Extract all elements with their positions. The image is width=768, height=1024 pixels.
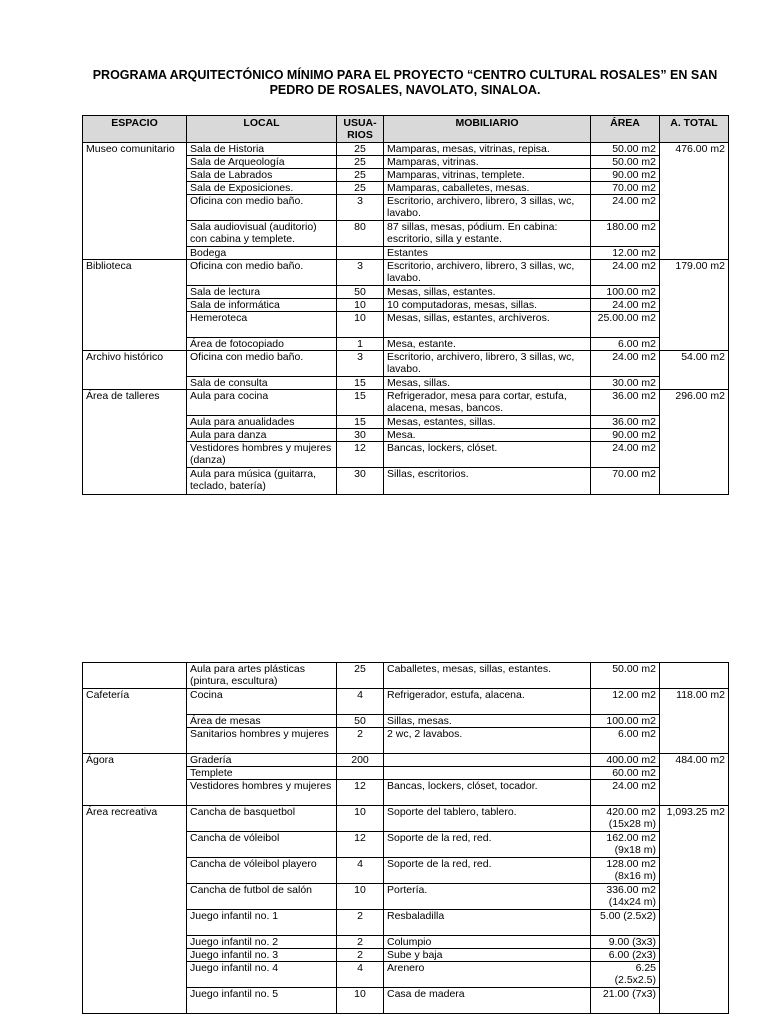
cell-local: Aula para artes plásticas (pintura, escultura): [187, 663, 337, 689]
cell-area: 24.00 m2: [591, 299, 660, 312]
cell-usuarios: 2: [337, 949, 384, 962]
cell-local: Sala de Arqueología: [187, 156, 337, 169]
cell-area: 25.00.00 m2: [591, 312, 660, 338]
cell-area: 24.00 m2: [591, 260, 660, 286]
program-table-1: [82, 115, 729, 495]
cell-mobiliario: Mesas, sillas, estantes.: [384, 286, 591, 299]
cell-usuarios: 2: [337, 910, 384, 936]
cell-local: Aula para danza: [187, 429, 337, 442]
cell-mobiliario: Mesa.: [384, 429, 591, 442]
cell-area: 162.00 m2 (9x18 m): [591, 832, 660, 858]
table-row: [83, 390, 729, 416]
cell-usuarios: 3: [337, 195, 384, 221]
cell-usuarios: 25: [337, 663, 384, 689]
cell-area: 5.00 (2.5x2): [591, 910, 660, 936]
cell-mobiliario: Bancas, lockers, clóset.: [384, 442, 591, 468]
cell-area: 6.25 (2.5x2.5): [591, 962, 660, 988]
cell-local: Sala de consulta: [187, 377, 337, 390]
cell-local: Templete: [187, 767, 337, 780]
cell-area: 12.00 m2: [591, 247, 660, 260]
cell-espacio: Ágora: [83, 754, 187, 806]
cell-mobiliario: Soporte de la red, red.: [384, 858, 591, 884]
cell-local: Oficina con medio baño.: [187, 351, 337, 377]
cell-local: Aula para anualidades: [187, 416, 337, 429]
cell-local: Área de mesas: [187, 715, 337, 728]
cell-area: 30.00 m2: [591, 377, 660, 390]
cell-usuarios: 15: [337, 377, 384, 390]
cell-local: Juego infantil no. 2: [187, 936, 337, 949]
cell-usuarios: 30: [337, 468, 384, 495]
cell-local: Juego infantil no. 3: [187, 949, 337, 962]
cell-usuarios: 15: [337, 416, 384, 429]
cell-area: 6.00 m2: [591, 338, 660, 351]
cell-espacio: Biblioteca: [83, 260, 187, 351]
cell-espacio: Área de talleres: [83, 390, 187, 495]
cell-usuarios: 30: [337, 429, 384, 442]
cell-espacio: [83, 663, 187, 689]
cell-usuarios: 4: [337, 689, 384, 715]
cell-area: 24.00 m2: [591, 780, 660, 806]
cell-usuarios: 12: [337, 442, 384, 468]
cell-usuarios: 3: [337, 351, 384, 377]
cell-area: 100.00 m2: [591, 286, 660, 299]
cell-local: Juego infantil no. 5: [187, 988, 337, 1014]
cell-mobiliario: 10 computadoras, mesas, sillas.: [384, 299, 591, 312]
cell-espacio: Cafetería: [83, 689, 187, 754]
cell-local: Cocina: [187, 689, 337, 715]
cell-mobiliario: Estantes: [384, 247, 591, 260]
table-row: [83, 260, 729, 286]
cell-mobiliario: Resbaladilla: [384, 910, 591, 936]
cell-usuarios: 2: [337, 936, 384, 949]
cell-area: 128.00 m2 (8x16 m): [591, 858, 660, 884]
cell-mobiliario: Mesas, sillas, estantes, archiveros.: [384, 312, 591, 338]
cell-local: Sala de Exposiciones.: [187, 182, 337, 195]
cell-usuarios: 25: [337, 156, 384, 169]
cell-total: 118.00 m2: [660, 689, 729, 754]
cell-mobiliario: Mesa, estante.: [384, 338, 591, 351]
cell-mobiliario: Mamparas, caballetes, mesas.: [384, 182, 591, 195]
cell-usuarios: 10: [337, 884, 384, 910]
table-row: [83, 806, 729, 832]
cell-local: Aula para cocina: [187, 390, 337, 416]
cell-mobiliario: Caballetes, mesas, sillas, estantes.: [384, 663, 591, 689]
cell-usuarios: 50: [337, 715, 384, 728]
cell-espacio: Área recreativa: [83, 806, 187, 1014]
cell-usuarios: 200: [337, 754, 384, 767]
cell-mobiliario: Escritorio, archivero, librero, 3 sillas, wc, lavabo.: [384, 260, 591, 286]
cell-mobiliario: 87 sillas, mesas, pódium. En cabina: escritorio, silla y estante.: [384, 221, 591, 247]
cell-area: 36.00 m2: [591, 390, 660, 416]
cell-area: 9.00 (3x3): [591, 936, 660, 949]
cell-total: 54.00 m2: [660, 351, 729, 390]
cell-mobiliario: Escritorio, archivero, librero, 3 sillas, wc, lavabo.: [384, 351, 591, 377]
header-espacio: ESPACIO: [83, 116, 187, 143]
cell-total: 179.00 m2: [660, 260, 729, 351]
cell-local: Sala de lectura: [187, 286, 337, 299]
cell-usuarios: 10: [337, 988, 384, 1014]
cell-usuarios: 2: [337, 728, 384, 754]
header-area: ÁREA: [591, 116, 660, 143]
program-table-2: [82, 662, 729, 1014]
cell-espacio: Archivo histórico: [83, 351, 187, 390]
cell-total: 476.00 m2: [660, 143, 729, 260]
cell-mobiliario: Arenero: [384, 962, 591, 988]
cell-area: 50.00 m2: [591, 143, 660, 156]
cell-mobiliario: Mesas, sillas.: [384, 377, 591, 390]
table-row: [83, 143, 729, 156]
cell-local: Vestidores hombres y mujeres (danza): [187, 442, 337, 468]
cell-area: 420.00 m2 (15x28 m): [591, 806, 660, 832]
cell-mobiliario: Sillas, escritorios.: [384, 468, 591, 495]
cell-usuarios: 10: [337, 299, 384, 312]
cell-total: 484.00 m2: [660, 754, 729, 806]
header-usuarios: USUA-RIOS: [337, 116, 384, 143]
cell-local: Cancha de vóleibol: [187, 832, 337, 858]
cell-usuarios: 4: [337, 962, 384, 988]
cell-area: 24.00 m2: [591, 442, 660, 468]
cell-area: 336.00 m2 (14x24 m): [591, 884, 660, 910]
cell-area: 6.00 m2: [591, 728, 660, 754]
cell-area: 400.00 m2: [591, 754, 660, 767]
table-row: [83, 351, 729, 377]
cell-usuarios: [337, 247, 384, 260]
cell-mobiliario: [384, 767, 591, 780]
cell-area: 70.00 m2: [591, 468, 660, 495]
cell-area: 60.00 m2: [591, 767, 660, 780]
cell-espacio: Museo comunitario: [83, 143, 187, 260]
cell-area: 12.00 m2: [591, 689, 660, 715]
cell-mobiliario: Refrigerador, estufa, alacena.: [384, 689, 591, 715]
cell-area: 36.00 m2: [591, 416, 660, 429]
cell-area: 24.00 m2: [591, 351, 660, 377]
cell-mobiliario: Soporte del tablero, tablero.: [384, 806, 591, 832]
cell-mobiliario: 2 wc, 2 lavabos.: [384, 728, 591, 754]
cell-usuarios: 12: [337, 780, 384, 806]
cell-mobiliario: [384, 754, 591, 767]
cell-usuarios: 25: [337, 169, 384, 182]
cell-usuarios: 3: [337, 260, 384, 286]
cell-local: Juego infantil no. 1: [187, 910, 337, 936]
cell-local: Cancha de basquetbol: [187, 806, 337, 832]
cell-local: Juego infantil no. 4: [187, 962, 337, 988]
cell-area: 24.00 m2: [591, 195, 660, 221]
header-local: LOCAL: [187, 116, 337, 143]
cell-usuarios: 80: [337, 221, 384, 247]
cell-mobiliario: Mamparas, vitrinas, templete.: [384, 169, 591, 182]
cell-local: Sala de informática: [187, 299, 337, 312]
cell-usuarios: 50: [337, 286, 384, 299]
cell-local: Sanitarios hombres y mujeres: [187, 728, 337, 754]
cell-mobiliario: Casa de madera: [384, 988, 591, 1014]
table-row: [83, 689, 729, 715]
document-title: PROGRAMA ARQUITECTÓNICO MÍNIMO PARA EL PROYECTO “CENTRO CULTURAL ROSALES” EN SAN PEDRO DE ROSALES, NAVOLATO, SINALOA.: [92, 68, 718, 97]
header-total: A. TOTAL: [660, 116, 729, 143]
table-row: [83, 754, 729, 767]
cell-usuarios: 10: [337, 806, 384, 832]
cell-mobiliario: Portería.: [384, 884, 591, 910]
cell-area: 70.00 m2: [591, 182, 660, 195]
cell-area: 90.00 m2: [591, 429, 660, 442]
cell-local: Hemeroteca: [187, 312, 337, 338]
cell-local: Área de fotocopiado: [187, 338, 337, 351]
cell-mobiliario: Refrigerador, mesa para cortar, estufa, alacena, mesas, bancos.: [384, 390, 591, 416]
cell-local: Sala de Labrados: [187, 169, 337, 182]
cell-area: 100.00 m2: [591, 715, 660, 728]
cell-usuarios: 25: [337, 182, 384, 195]
cell-mobiliario: Sube y baja: [384, 949, 591, 962]
cell-area: 90.00 m2: [591, 169, 660, 182]
cell-local: Cancha de futbol de salón: [187, 884, 337, 910]
cell-local: Sala de Historia: [187, 143, 337, 156]
cell-local: Sala audiovisual (auditorio) con cabina y templete.: [187, 221, 337, 247]
cell-mobiliario: Mamparas, vitrinas.: [384, 156, 591, 169]
table-row: [83, 663, 729, 689]
cell-mobiliario: Sillas, mesas.: [384, 715, 591, 728]
cell-mobiliario: Soporte de la red, red.: [384, 832, 591, 858]
cell-mobiliario: Columpio: [384, 936, 591, 949]
header-mobiliario: MOBILIARIO: [384, 116, 591, 143]
cell-usuarios: 25: [337, 143, 384, 156]
cell-area: 50.00 m2: [591, 156, 660, 169]
cell-mobiliario: Mamparas, mesas, vitrinas, repisa.: [384, 143, 591, 156]
cell-local: Vestidores hombres y mujeres: [187, 780, 337, 806]
cell-usuarios: 1: [337, 338, 384, 351]
cell-area: 21.00 (7x3): [591, 988, 660, 1014]
cell-usuarios: [337, 767, 384, 780]
cell-local: Cancha de vóleibol playero: [187, 858, 337, 884]
cell-local: Gradería: [187, 754, 337, 767]
cell-usuarios: 15: [337, 390, 384, 416]
cell-area: 6.00 (2x3): [591, 949, 660, 962]
cell-total: [660, 663, 729, 689]
cell-usuarios: 10: [337, 312, 384, 338]
cell-total: 1,093.25 m2: [660, 806, 729, 1014]
cell-mobiliario: Bancas, lockers, clóset, tocador.: [384, 780, 591, 806]
cell-area: 180.00 m2: [591, 221, 660, 247]
cell-area: 50.00 m2: [591, 663, 660, 689]
cell-usuarios: 12: [337, 832, 384, 858]
cell-local: Oficina con medio baño.: [187, 260, 337, 286]
cell-local: Bodega: [187, 247, 337, 260]
cell-local: Oficina con medio baño.: [187, 195, 337, 221]
cell-mobiliario: Mesas, estantes, sillas.: [384, 416, 591, 429]
cell-usuarios: 4: [337, 858, 384, 884]
cell-local: Aula para música (guitarra, teclado, batería): [187, 468, 337, 495]
cell-total: 296.00 m2: [660, 390, 729, 495]
cell-mobiliario: Escritorio, archivero, librero, 3 sillas, wc, lavabo.: [384, 195, 591, 221]
